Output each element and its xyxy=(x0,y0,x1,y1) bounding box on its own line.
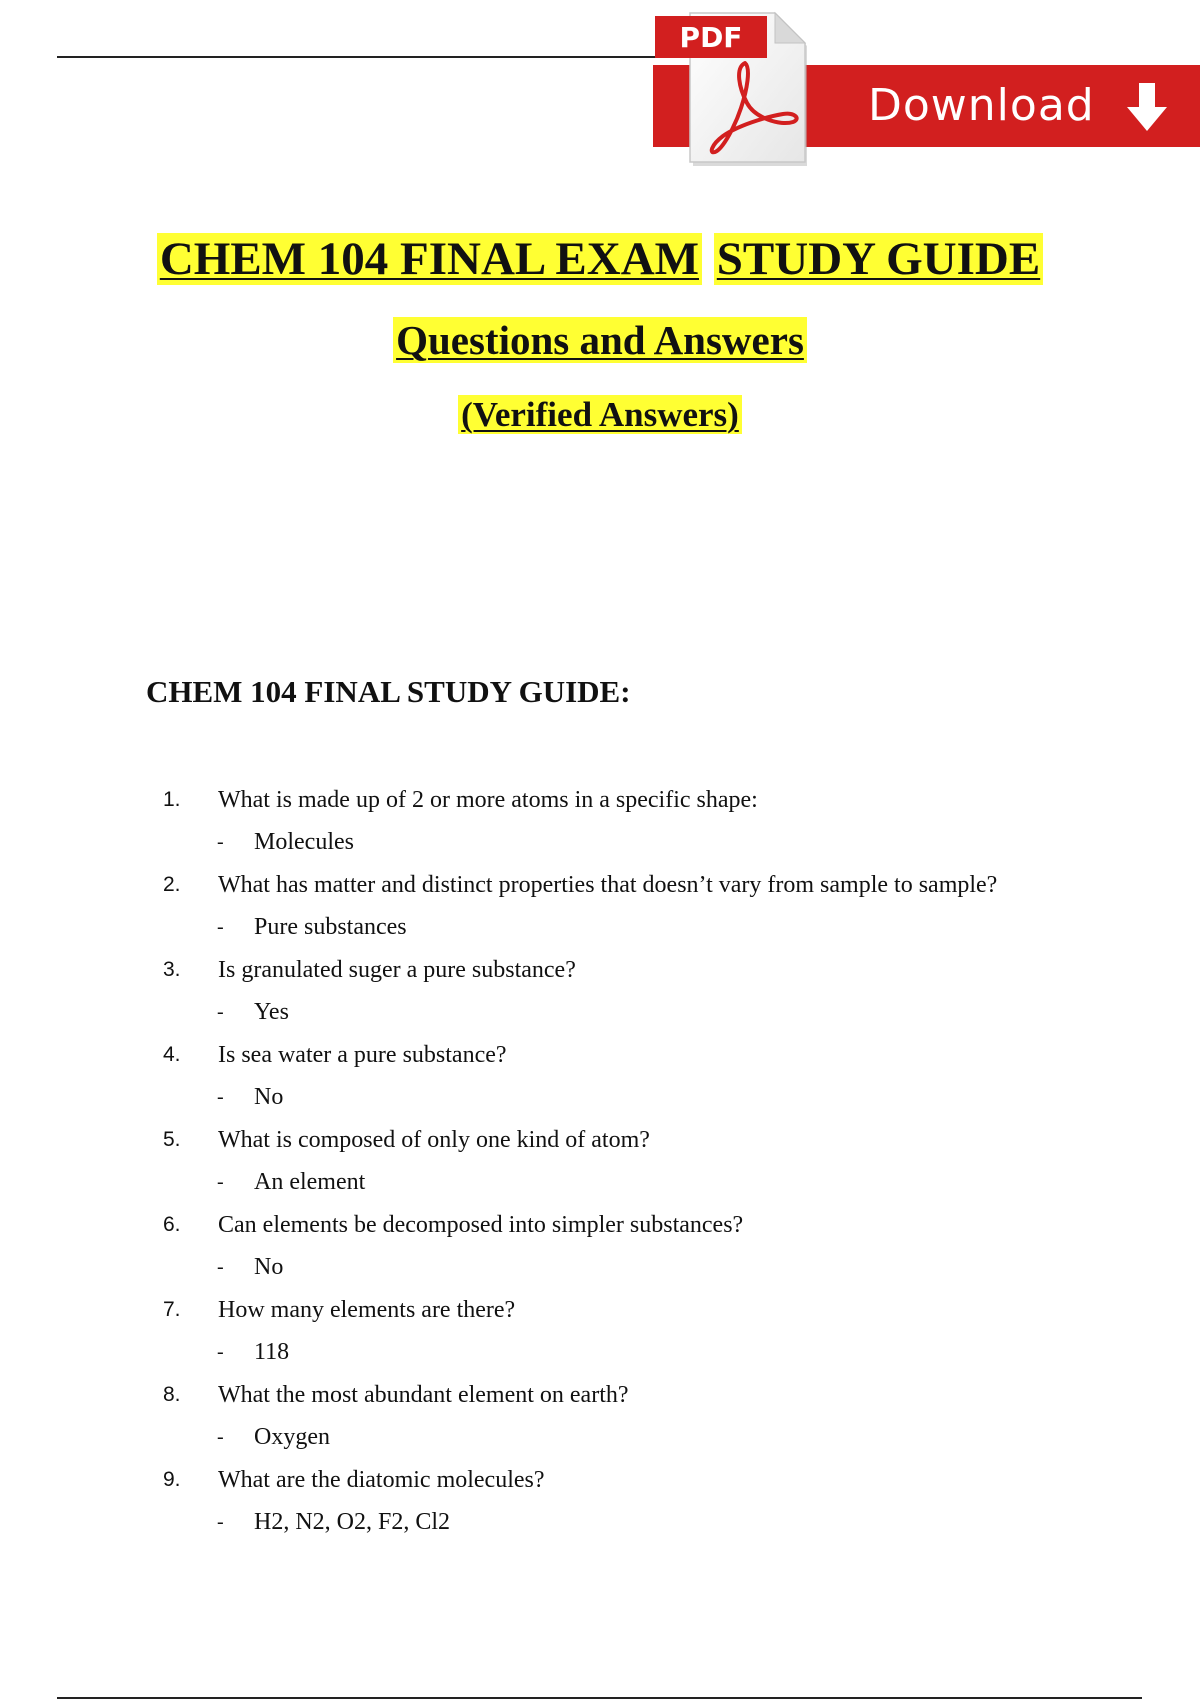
top-divider xyxy=(57,56,657,58)
pdf-file-icon[interactable] xyxy=(655,8,813,168)
answer-bullet: - xyxy=(217,1511,224,1533)
answer-text: An element xyxy=(254,1169,366,1195)
question-number: 7. xyxy=(163,1298,181,1321)
title-part-2: STUDY GUIDE xyxy=(714,233,1043,285)
qa-item xyxy=(0,950,1200,1035)
question-text: What are the diatomic molecules? xyxy=(218,1467,545,1493)
answer-bullet: - xyxy=(217,1341,224,1363)
verified-text: (Verified Answers) xyxy=(458,395,742,434)
answer-bullet: - xyxy=(217,1001,224,1023)
download-label: Download xyxy=(868,80,1095,131)
question-text: Can elements be decomposed into simpler substances? xyxy=(218,1212,744,1238)
title-part-1: CHEM 104 FINAL EXAM xyxy=(157,233,702,285)
document-subtitle xyxy=(0,312,1200,368)
question-text: What is made up of 2 or more atoms in a specific shape: xyxy=(218,787,758,813)
download-arrow-icon xyxy=(1125,81,1169,133)
section-heading: CHEM 104 FINAL STUDY GUIDE: xyxy=(146,674,631,709)
question-number: 3. xyxy=(163,958,181,981)
qa-item xyxy=(0,865,1200,950)
answer-bullet: - xyxy=(217,1426,224,1448)
question-text: What is composed of only one kind of atom? xyxy=(218,1127,650,1153)
question-number: 2. xyxy=(163,873,181,896)
question-text: What has matter and distinct properties that doesn’t vary from sample to sample? xyxy=(218,872,998,898)
document-title xyxy=(0,228,1200,290)
question-number: 6. xyxy=(163,1213,181,1236)
qa-item xyxy=(0,1035,1200,1120)
question-number: 8. xyxy=(163,1383,181,1406)
bottom-divider xyxy=(57,1697,1142,1699)
qa-item xyxy=(0,1205,1200,1290)
answer-text: No xyxy=(254,1084,284,1110)
question-number: 5. xyxy=(163,1128,181,1151)
question-text: Is sea water a pure substance? xyxy=(218,1042,507,1068)
answer-text: 118 xyxy=(254,1339,290,1365)
question-text: Is granulated suger a pure substance? xyxy=(218,957,576,983)
answer-bullet: - xyxy=(217,1086,224,1108)
answer-text: Oxygen xyxy=(254,1424,330,1450)
answer-text: Pure substances xyxy=(254,914,407,940)
answer-text: No xyxy=(254,1254,284,1280)
answer-bullet: - xyxy=(217,1171,224,1193)
qa-item xyxy=(0,1290,1200,1375)
answer-text: Molecules xyxy=(254,829,354,855)
qa-item xyxy=(0,1375,1200,1460)
verified-label xyxy=(0,390,1200,440)
question-number: 9. xyxy=(163,1468,181,1491)
answer-text: H2, N2, O2, F2, Cl2 xyxy=(254,1509,451,1535)
qa-item xyxy=(0,780,1200,865)
question-text: What the most abundant element on earth? xyxy=(218,1382,629,1408)
answer-bullet: - xyxy=(217,831,224,853)
answer-bullet: - xyxy=(217,1256,224,1278)
question-text: How many elements are there? xyxy=(218,1297,516,1323)
answer-bullet: - xyxy=(217,916,224,938)
pdf-badge-text: PDF xyxy=(679,21,743,54)
question-number: 1. xyxy=(163,788,181,811)
answer-text: Yes xyxy=(254,999,289,1025)
qa-item xyxy=(0,1120,1200,1205)
subtitle-text: Questions and Answers xyxy=(393,317,807,363)
qa-list xyxy=(0,780,1200,1545)
qa-item xyxy=(0,1460,1200,1545)
question-number: 4. xyxy=(163,1043,181,1066)
